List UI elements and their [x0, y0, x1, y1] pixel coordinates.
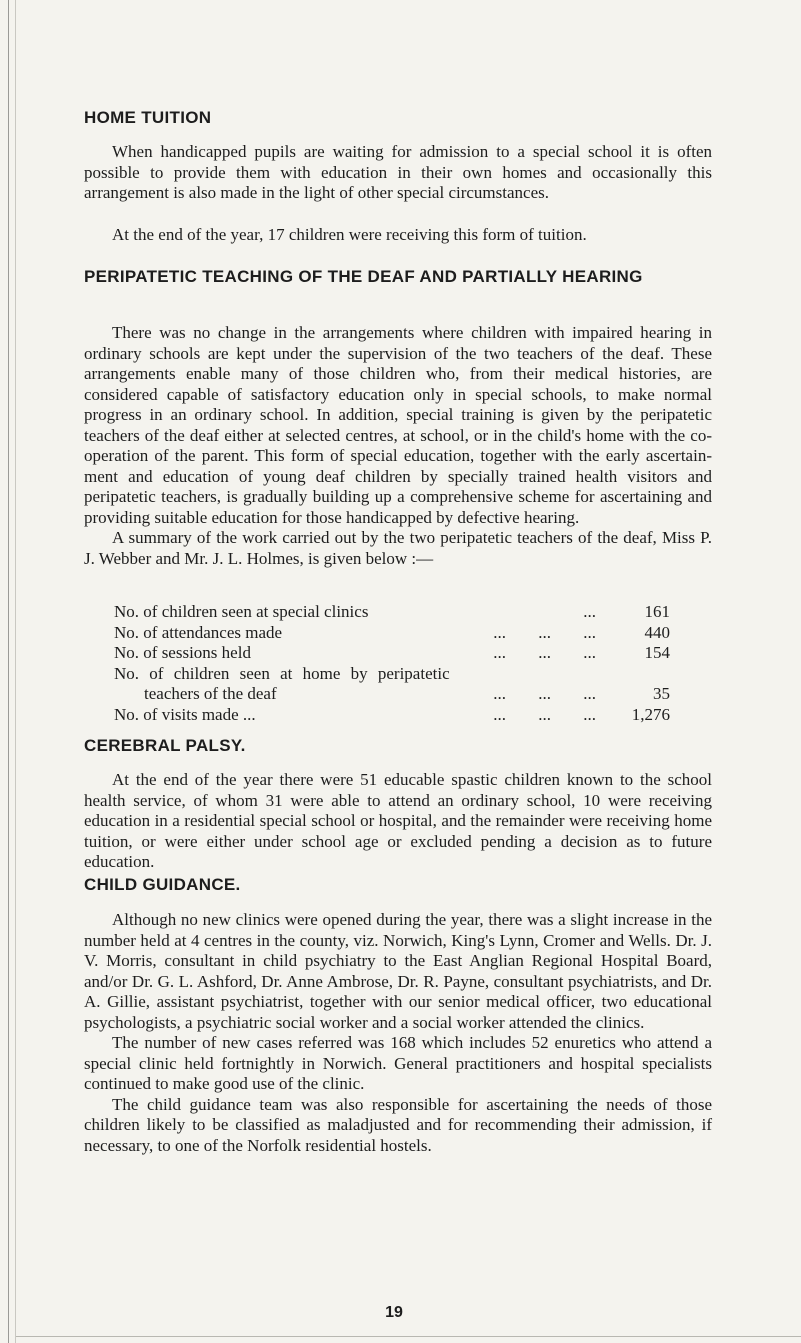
stat-label: No. of visits made ... [114, 704, 256, 724]
heading-peripatetic-teaching: PERIPATETIC TEACHING OF THE DEAF AND PARTIALLY HEARING [84, 267, 643, 286]
peripatetic-paragraph-1: There was no change in the arrangements where children with impaired hearing in ordinary schools are kept under the supervision of the two teachers of the deaf. These arrangements enable many of those children who, from their medical histories, are considered capable of satisfactory education only in special schools, to make normal progress in an ordinary school. In addition, special training is given by the peripatetic teachers of the deaf either at selected centres, at school, or in the child's home with the co-operation of the parent. This form of special education, together with the early ascertainment and education of young deaf children by specially trained health visitors and peripatetic teachers, is gradually building up a comprehensive scheme for ascertaining and providing suitable education for those handicapped by defective hearing. [84, 323, 712, 527]
stat-label: No. of sessions held [114, 643, 251, 662]
paragraph [84, 225, 712, 246]
child-guidance-paragraph-2: The number of new cases referred was 168 which includes 52 enuretics who attend a special clinic held fortnightly in Norwich. General practitioners and hospital specialists continued to make good use of the clinic. [84, 1033, 712, 1093]
stat-value: 161 [644, 602, 670, 621]
stat-dots: ... ... ... [493, 622, 596, 642]
page-number: 19 [385, 1304, 403, 1321]
heading-child-guidance: CHILD GUIDANCE. [84, 875, 241, 894]
stat-dots: ... ... ... [493, 684, 596, 703]
page-edge-line [8, 0, 9, 1343]
paragraph [84, 142, 712, 204]
stat-value: 1,276 [631, 704, 670, 724]
page-edge-line-inner [15, 0, 16, 1343]
page-bottom-edge [16, 1336, 801, 1337]
stat-value: 154 [644, 643, 670, 662]
stat-label: teachers of the deaf [144, 684, 277, 703]
stat-dots: ... ... ... [493, 643, 596, 662]
stat-label: No. of children seen at home by peripatetic [114, 663, 450, 683]
home-tuition-paragraph-1: When handicapped pupils are waiting for admission to a special school it is often possible to provide them with education in their own homes and occasionally this arrangement is also made in the light of other special circumstances. [84, 142, 712, 202]
stat-label: No. of attendances made [114, 622, 283, 642]
peripatetic-stats-table [114, 602, 670, 725]
paragraph [84, 770, 712, 873]
stat-row [114, 602, 670, 623]
stat-row [114, 664, 670, 685]
stat-row [114, 643, 670, 664]
peripatetic-paragraph-2: A summary of the work carried out by the two peripatetic teachers of the deaf, Miss P. J. Webber and Mr. J. L. Holmes, is given below :— [84, 528, 712, 568]
heading-cerebral-palsy: CEREBRAL PALSY. [84, 736, 246, 755]
stat-dots: ... ... ... [493, 704, 596, 724]
cerebral-palsy-paragraph: At the end of the year there were 51 educable spastic children known to the school health service, of whom 31 were able to attend an ordinary school, 10 were receiving education in a residential special school or hospital, and the remainder were receiving home tuition, or were either under school age or excluded pending a decision as to future education. [84, 770, 712, 871]
stat-dots: ... [583, 602, 596, 621]
stat-label: No. of children seen at special clinics [114, 602, 369, 621]
stat-row [114, 623, 670, 644]
child-guidance-paragraph-3: The child guidance team was also responsible for ascertaining the needs of those children likely to be classified as maladjusted and for recommending their admission, if necessary, to one of the Norfolk residential hostels. [84, 1094, 712, 1155]
paragraph-group [84, 910, 712, 1156]
child-guidance-paragraph-1: Although no new clinics were opened during the year, there was a slight increase in the number held at 4 centres in the county, viz. Norwich, King's Lynn, Cromer and Wells. Dr. J. V. Morris, consultant in child psychiatry to the East Anglian Regional Hospital Board, and/or Dr. G. L. Ashford, Dr. Anne Ambrose, Dr. R. Payne, consultant psychiatrists, and Dr. A. Gillie, assistant psychiatrist, together with our senior medical officer, two educational psychologists, a psychiatric social worker and a social worker attended the clinics. [84, 910, 712, 1032]
paragraph-group [84, 323, 712, 569]
heading-home-tuition: HOME TUITION [84, 108, 212, 127]
stat-value: 35 [653, 684, 670, 703]
stat-row [114, 705, 670, 726]
home-tuition-paragraph-2: At the end of the year, 17 children were receiving this form of tuition. [112, 225, 587, 244]
stat-row [114, 684, 670, 705]
stat-value: 440 [644, 622, 670, 642]
